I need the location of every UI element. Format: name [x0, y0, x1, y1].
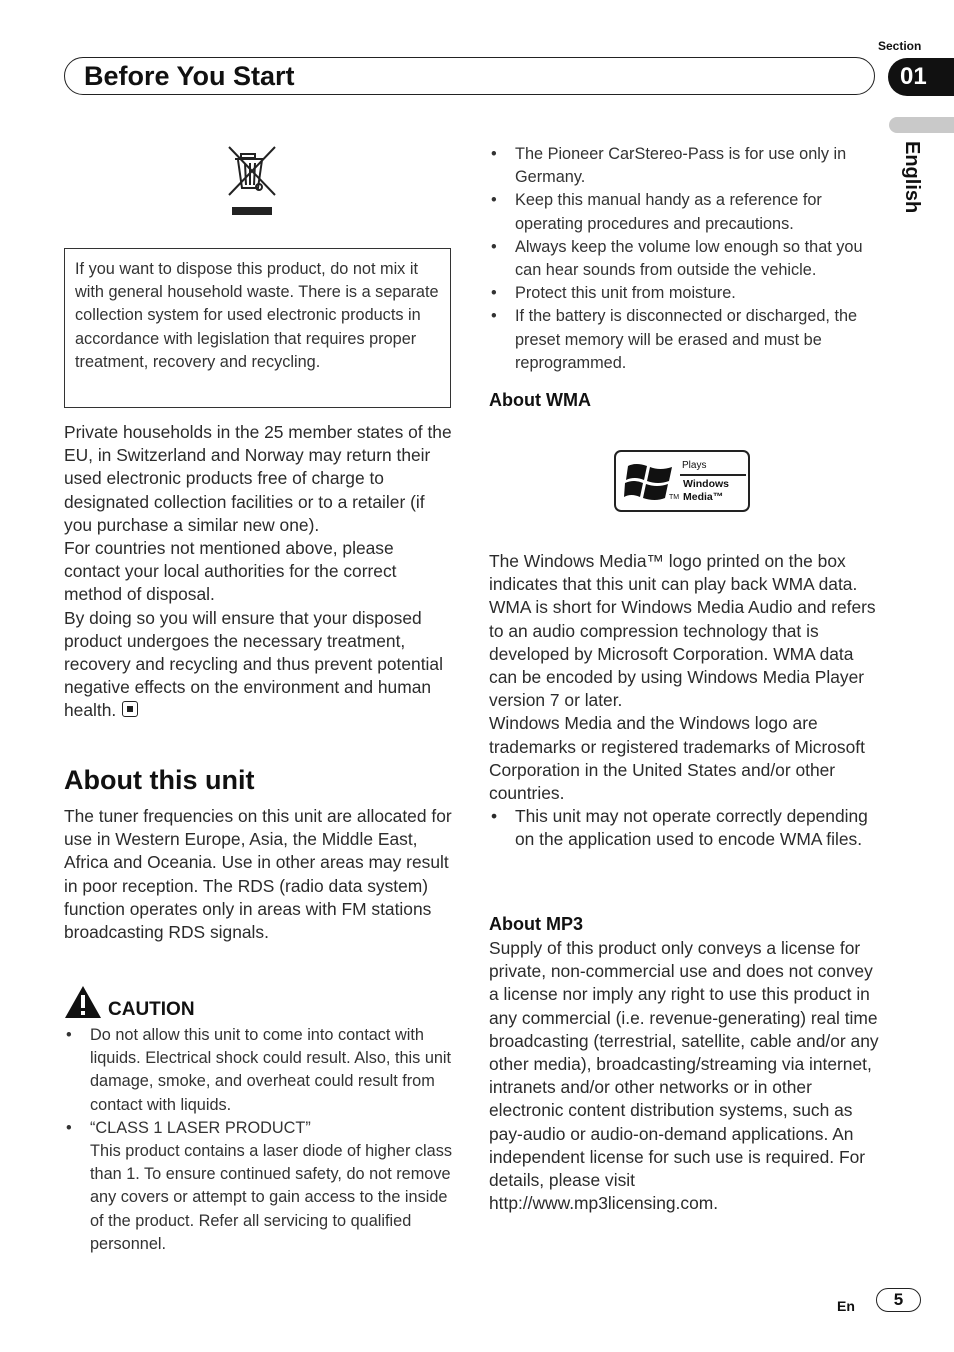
list-item: • Always keep the volume low enough so that you can hear sounds from outside the vehicle.	[489, 236, 879, 282]
section-number-badge: 01	[888, 58, 954, 96]
mp3-url: http://www.mp3licensing.com.	[489, 1193, 719, 1214]
language-label: English	[901, 141, 923, 214]
disposal-paragraphs	[64, 421, 452, 723]
about-wma-heading: About WMA	[489, 390, 591, 410]
mp3-text: Supply of this product only conveys a license for private, non-commercial use and does not convey a license nor imply any right to use this product in any commercial (i.e. revenue-generating) real time broadcasting (terrestrial, satellite, cable and/or any other media), broadcasting/streaming via internet, intranets and/or other networks or in other electronic content distribution systems, such as pay-audio or audio-on-demand applications. An independent license for such use is required. For details, please visit	[489, 938, 879, 1191]
logo-name: Windows Media™	[683, 478, 729, 503]
paragraph: WMA is short for Windows Media Audio and refers to an audio compression technology that is developed by Microsoft Corporation. WMA data can be encoded by using Windows Media Player version 7 or later.	[489, 597, 876, 711]
precautions-list	[489, 143, 879, 375]
language-tab	[889, 117, 954, 133]
paragraph: Private households in the 25 member states of the EU, in Switzerland and Norway may return their used electronic products free of charge to designated collection facilities or to a retailer (if you purchase a similar new one).	[64, 422, 452, 535]
windows-media-logo	[614, 450, 750, 512]
about-unit-text: The tuner frequencies on this unit are allocated for use in Western Europe, Asia, the Middle East, Africa and Oceania. Use in other areas may result in poor reception. The RDS (radio data system) function operates only in areas with FM stations broadcasting RDS signals.	[64, 806, 452, 943]
page-number: 5	[876, 1288, 921, 1312]
windows-flag-icon	[624, 460, 674, 502]
disposal-notice-text: If you want to dispose this product, do not mix it with general household waste. There is a separate collection system for used electronic products in accordance with legislation that requires proper treatment, recovery and recycling.	[75, 260, 439, 371]
about-mp3-heading: About MP3	[489, 914, 583, 934]
end-mark-icon	[122, 701, 138, 717]
list-item: • This unit may not operate correctly depending on the application used to encode WMA files.	[489, 805, 879, 851]
caution-item: • Do not allow this unit to come into contact with liquids. Electrical shock could result. Also, this unit damage, smoke, and overheat could result from contact with liquids.	[64, 1024, 452, 1117]
footer-lang-code: En	[837, 1298, 855, 1314]
laser-text: This product contains a laser diode of higher class than 1. To ensure continued safety, do not remove any covers or attempt to gain access to the inside of the product. Refer all servicing to qualified personnel.	[90, 1142, 453, 1253]
about-unit-heading: About this unit	[64, 765, 255, 795]
caution-label: CAUTION	[108, 999, 195, 1020]
caution-list	[64, 1024, 452, 1256]
logo-tm: TM	[669, 494, 680, 501]
caution-item: • “CLASS 1 LASER PRODUCT”	[64, 1117, 452, 1140]
list-item: • Protect this unit from moisture.	[489, 282, 879, 305]
section-label: Section	[878, 39, 922, 53]
list-item: • The Pioneer CarStereo-Pass is for use only in Germany.	[489, 143, 879, 189]
paragraph: The Windows Media™ logo printed on the box indicates that this unit can play back WMA data.	[489, 551, 858, 595]
paragraph: By doing so you will ensure that your disposed product undergoes the necessary treatment, recovery and recycling and thus prevent potential negative effects on the environment and human health.	[64, 607, 443, 721]
mp3-paragraph	[489, 937, 879, 1215]
logo-plays: Plays	[682, 460, 707, 471]
wma-paragraphs	[489, 550, 879, 852]
disposal-notice-box	[64, 248, 451, 408]
list-item: • If the battery is disconnected or discharged, the preset memory will be erased and must be reprogrammed.	[489, 305, 879, 375]
list-item: • Keep this manual handy as a reference for operating procedures and precautions.	[489, 189, 879, 235]
paragraph: For countries not mentioned above, please contact your local authorities for the correct method of disposal.	[64, 538, 397, 605]
weee-bin-icon	[226, 145, 278, 219]
warning-triangle-icon	[64, 985, 102, 1019]
page-title: Before You Start	[84, 61, 295, 91]
paragraph: Windows Media and the Windows logo are trademarks or registered trademarks of Microsoft Corporation in the United States and/or other countries.	[489, 713, 865, 804]
logo-divider	[680, 474, 746, 476]
